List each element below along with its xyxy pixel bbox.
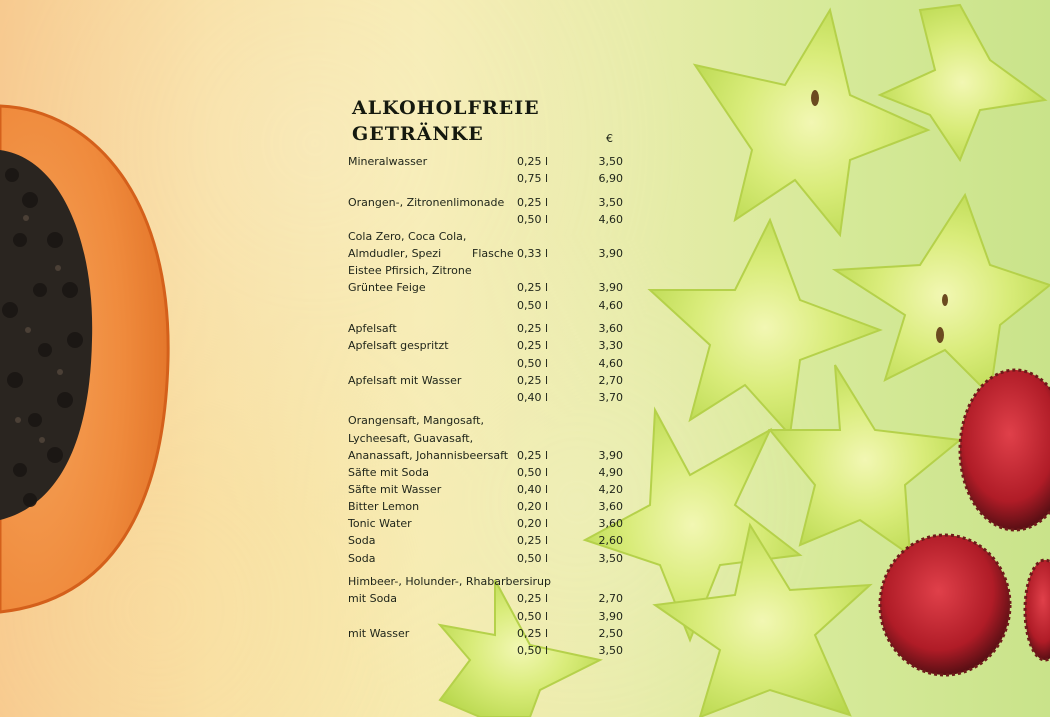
menu-row	[348, 355, 638, 372]
item-price: 4,90	[598, 465, 623, 479]
item-volume: 0,25 l	[517, 534, 549, 548]
item-price: 3,60	[598, 517, 623, 531]
item-price: 4,20	[598, 483, 623, 497]
item-name: Apfelsaft	[348, 322, 397, 336]
item-price: 3,60	[598, 322, 623, 336]
currency-header: €	[606, 132, 613, 145]
item-price: 3,90	[598, 448, 623, 462]
item-price: 3,60	[598, 500, 623, 514]
item-price: 2,60	[598, 534, 623, 548]
item-name: Apfelsaft gespritzt	[348, 339, 449, 353]
item-volume: 0,40 l	[517, 390, 549, 404]
item-name: Orangen-, Zitronenlimonade	[348, 195, 505, 209]
item-price: 3,50	[598, 195, 623, 209]
menu-title: ALKOHOLFREIE GETRÄNKE	[352, 97, 540, 145]
item-name: Ananassaft, Johannisbeersaft	[348, 448, 509, 462]
menu-row	[348, 590, 638, 607]
menu-row	[348, 211, 638, 228]
item-volume: 0,50 l	[517, 298, 549, 312]
menu-row	[348, 297, 638, 314]
item-price: 3,50	[598, 551, 623, 565]
item-volume: 0,50 l	[517, 465, 549, 479]
item-volume: 0,25 l	[517, 195, 549, 209]
menu-row	[348, 262, 638, 279]
papaya-half	[0, 106, 168, 612]
item-volume: 0,75 l	[517, 172, 549, 186]
item-price: 2,70	[598, 373, 623, 387]
menu-row	[348, 320, 638, 337]
item-name: Säfte mit Wasser	[348, 483, 442, 497]
item-volume: 0,25 l	[517, 322, 549, 336]
item-name: Säfte mit Soda	[348, 465, 429, 479]
item-volume: 0,25 l	[517, 281, 549, 295]
item-volume: 0,50 l	[517, 609, 549, 623]
item-volume: 0,50 l	[517, 356, 549, 370]
item-name: Cola Zero, Coca Cola,	[348, 230, 467, 244]
item-name: mit Soda	[348, 592, 398, 606]
item-price: 3,70	[598, 390, 623, 404]
item-name: Bitter Lemon	[348, 500, 420, 514]
item-volume: 0,25 l	[517, 592, 549, 606]
menu-row	[348, 515, 638, 532]
menu-row	[348, 372, 638, 389]
item-name: Lycheesaft, Guavasaft,	[348, 431, 474, 445]
item-name: Apfelsaft mit Wasser	[348, 373, 462, 387]
item-name: Tonic Water	[348, 517, 412, 531]
item-note: Flasche	[472, 247, 514, 261]
menu-row	[348, 228, 638, 245]
item-volume: 0,20 l	[517, 517, 549, 531]
item-price: 2,70	[598, 592, 623, 606]
item-volume: 0,25 l	[517, 448, 549, 462]
menu-row	[348, 279, 638, 296]
item-price: 4,60	[598, 356, 623, 370]
item-name: Almdudler, Spezi	[348, 247, 442, 261]
item-price: 4,60	[598, 298, 623, 312]
menu-row	[348, 550, 638, 567]
item-volume: 0,25 l	[517, 339, 549, 353]
menu-row	[348, 464, 638, 481]
menu-row	[348, 573, 638, 590]
item-volume: 0,50 l	[517, 643, 549, 657]
item-name: Soda	[348, 551, 376, 565]
item-volume: 0,20 l	[517, 500, 549, 514]
item-price: 3,50	[598, 155, 623, 168]
item-price: 4,60	[598, 212, 623, 226]
item-price: 3,90	[598, 247, 623, 261]
menu-row	[348, 608, 638, 625]
item-name: Eistee Pfirsich, Zitrone	[348, 264, 472, 278]
menu-row	[348, 194, 638, 211]
item-price: 3,50	[598, 643, 623, 657]
menu-row	[348, 170, 638, 187]
item-price: 3,90	[598, 281, 623, 295]
item-price: 2,50	[598, 626, 623, 640]
menu-row	[348, 153, 638, 170]
menu-row	[348, 498, 638, 515]
menu-row	[348, 389, 638, 406]
item-volume: 0,50 l	[517, 551, 549, 565]
item-price: 3,30	[598, 339, 623, 353]
item-volume: 0,33 l	[517, 247, 549, 261]
drinks-menu	[348, 95, 638, 657]
item-price: 6,90	[598, 172, 623, 186]
item-name: Grüntee Feige	[348, 281, 426, 295]
menu-row	[348, 481, 638, 498]
item-name: Himbeer-, Holunder-, Rhabarbersirup	[348, 575, 552, 589]
item-price: 3,90	[598, 609, 623, 623]
item-name: Soda	[348, 534, 376, 548]
menu-rows	[348, 153, 638, 659]
item-volume: 0,25 l	[517, 626, 549, 640]
menu-row	[348, 430, 638, 447]
menu-row	[348, 412, 638, 429]
item-volume: 0,25 l	[517, 155, 549, 168]
item-volume: 0,40 l	[517, 483, 549, 497]
menu-row	[348, 625, 638, 642]
menu-row	[348, 532, 638, 549]
item-name: Orangensaft, Mangosaft,	[348, 414, 484, 428]
item-name: mit Wasser	[348, 626, 410, 640]
menu-row	[348, 447, 638, 464]
item-volume: 0,25 l	[517, 373, 549, 387]
menu-row	[348, 337, 638, 354]
menu-row	[348, 642, 638, 659]
item-volume: 0,50 l	[517, 212, 549, 226]
menu-row	[348, 245, 638, 262]
item-name: Mineralwasser	[348, 155, 428, 168]
